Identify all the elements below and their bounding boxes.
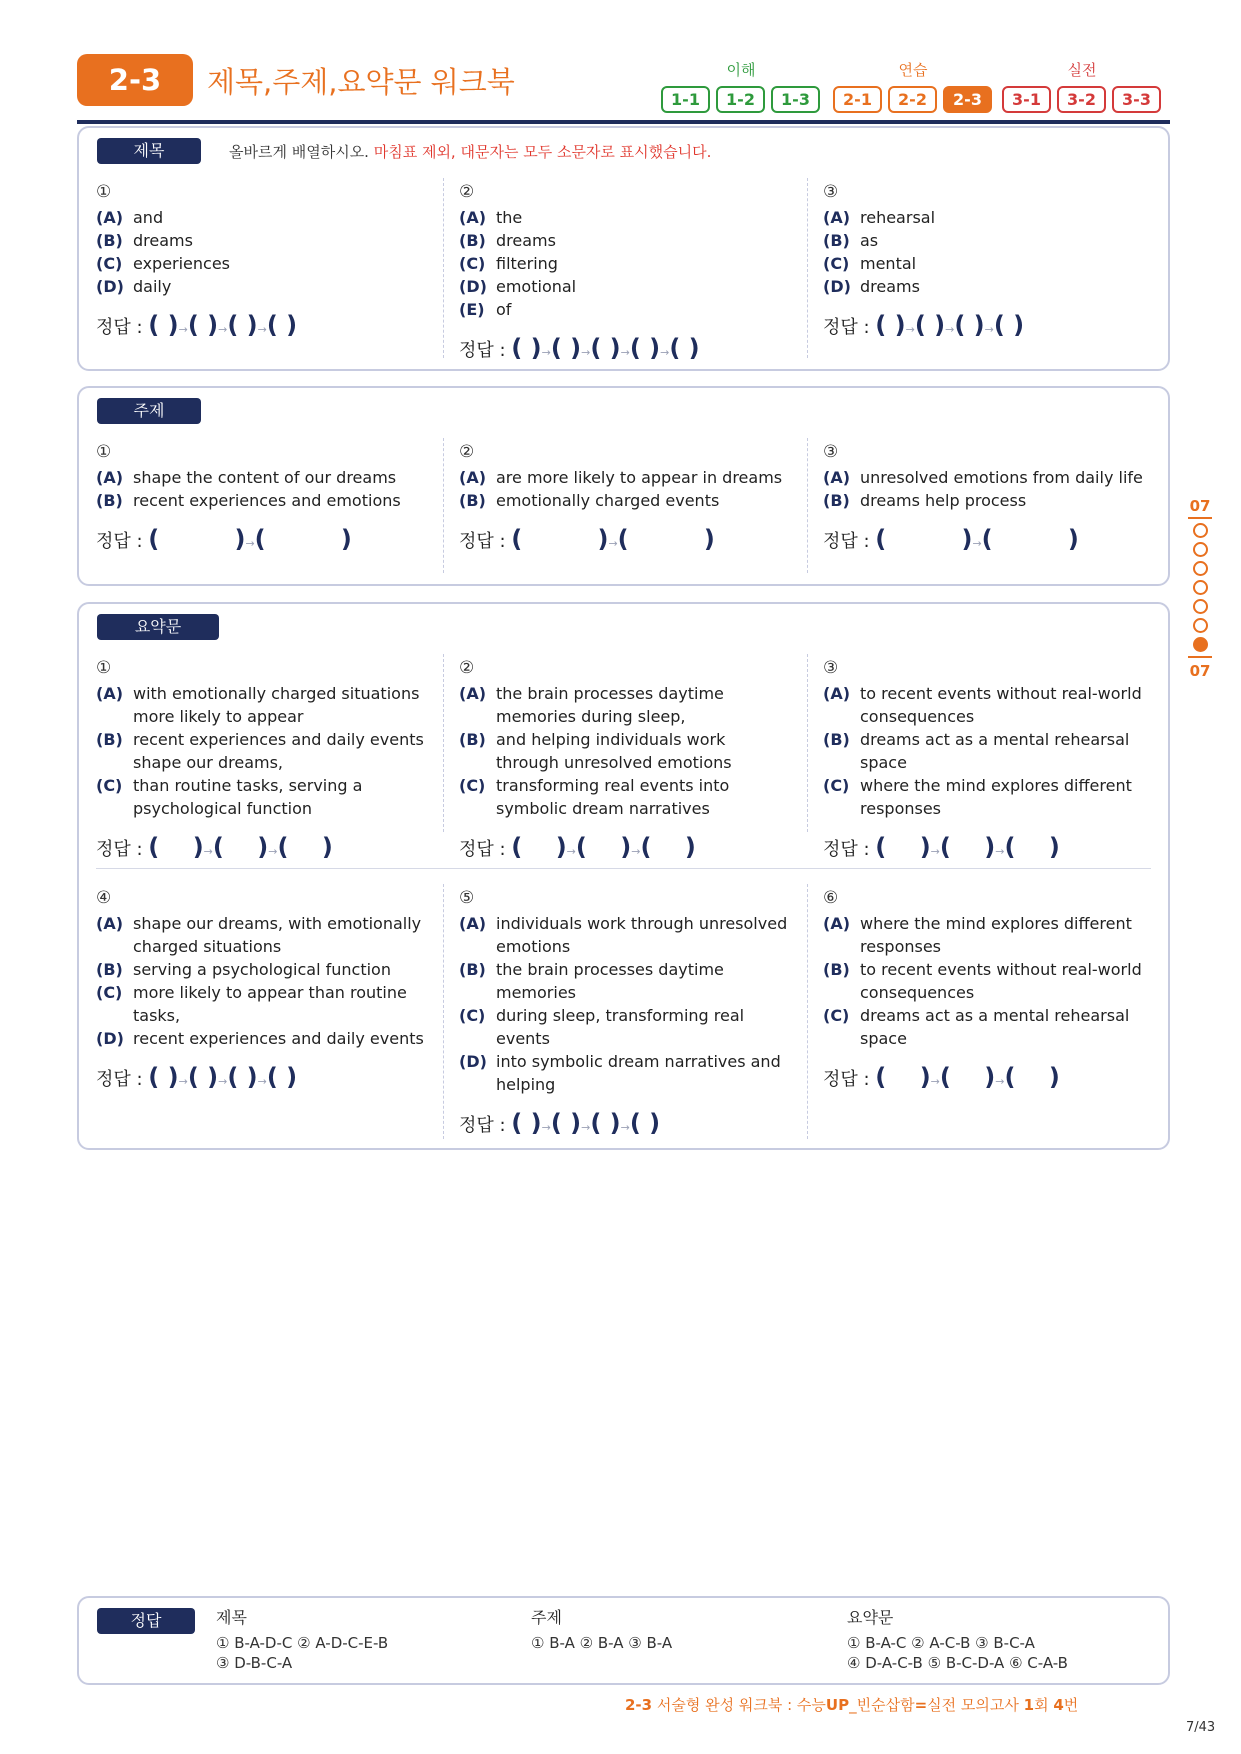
column-divider — [443, 178, 444, 358]
list-item: (A) with emotionally charged situations more likely to appear — [96, 684, 420, 726]
list-item: (C) during sleep, transforming real events — [459, 1006, 745, 1048]
pager-dot[interactable] — [1193, 561, 1208, 576]
summary-section — [77, 602, 1170, 1150]
list-item: (A) to recent events without real-world consequences — [823, 684, 1142, 726]
answer-blanks[interactable]: 정답 : ( )→( ) — [459, 525, 715, 553]
chip-1-2[interactable]: 1-2 — [716, 86, 765, 113]
list-item: (D) recent experiences and daily events — [96, 1029, 424, 1048]
topic-problem-3 — [823, 438, 1153, 554]
list-item: (A) the — [459, 208, 523, 227]
list-item: (B) and helping individuals work through unresolved emotions — [459, 730, 732, 772]
list-item: (B) emotionally charged events — [459, 491, 720, 510]
list-item: (B) to recent events without real-world consequences — [823, 960, 1142, 1002]
list-item: (A) rehearsal — [823, 208, 936, 227]
answer-blanks[interactable]: 정답 : ( )→( )→( ) — [459, 833, 696, 861]
topic-problem-2 — [459, 438, 789, 554]
topic-problem-1 — [96, 438, 426, 554]
summary-problem-1 — [96, 654, 426, 862]
list-item: (D) daily — [96, 277, 172, 296]
problem-number: ③ — [823, 442, 839, 462]
problem-number: ② — [459, 658, 475, 678]
answer-blanks[interactable]: 정답 : ( )→( )→( )→( ) — [459, 1109, 661, 1137]
problem-number: ① — [96, 442, 112, 462]
title-section — [77, 126, 1170, 371]
problem-number: ④ — [96, 888, 112, 908]
column-divider — [807, 438, 808, 573]
answer-key-summary: 요약문 ① B-A-C ② A-C-B ③ B-C-A ④ D-A-C-B ⑤ B-C-D-A ⑥ C-A-B — [847, 1608, 1068, 1672]
summary-problem-4 — [96, 884, 426, 1092]
list-item: (C) where the mind explores different responses — [823, 776, 1132, 818]
title-problem-3 — [823, 178, 1153, 340]
pager-dot[interactable] — [1193, 599, 1208, 614]
list-item: (A) unresolved emotions from daily life — [823, 468, 1143, 487]
answer-blanks[interactable]: 정답 : ( )→( )→( ) — [823, 1063, 1060, 1091]
instruction-note: 마침표 제외, 대문자는 모두 소문자로 표시했습니다. — [373, 143, 712, 161]
summary-problem-3 — [823, 654, 1153, 862]
column-divider — [807, 178, 808, 358]
section-label-topic: 주제 — [97, 398, 201, 424]
problem-number: ① — [96, 182, 112, 202]
instruction-text: 올바르게 배열하시오. — [229, 143, 374, 161]
group-label-real: 실전 — [1067, 61, 1097, 79]
list-item: (A) the brain processes daytime memories during sleep, — [459, 684, 724, 726]
answer-blanks[interactable]: 정답 : ( )→( )→( )→( )→( ) — [459, 334, 700, 362]
list-item: (B) as — [823, 231, 879, 250]
title-problem-1 — [96, 178, 426, 340]
chip-1-1[interactable]: 1-1 — [661, 86, 710, 113]
problem-number: ① — [96, 658, 112, 678]
pager-dot[interactable] — [1193, 618, 1208, 633]
chip-3-3[interactable]: 3-3 — [1112, 86, 1161, 113]
list-item: (B) dreams — [96, 231, 193, 250]
answer-blanks[interactable]: 정답 : ( )→( )→( )→( ) — [96, 311, 298, 339]
column-divider — [443, 438, 444, 573]
column-divider — [443, 654, 444, 832]
chip-3-1[interactable]: 3-1 — [1002, 86, 1051, 113]
page-title: 제목,주제,요약문 워크북 — [207, 65, 515, 99]
page-indicator-top: 07 — [1189, 497, 1211, 515]
answer-key-title: 제목 ① B-A-D-C ② A-D-C-E-B ③ D-B-C-A — [216, 1608, 389, 1672]
problem-number: ⑥ — [823, 888, 839, 908]
column-divider — [807, 654, 808, 832]
answer-blanks[interactable]: 정답 : ( )→( )→( )→( ) — [96, 1063, 298, 1091]
list-item: (D) into symbolic dream narratives and helping — [459, 1052, 781, 1094]
header-divider — [77, 120, 1170, 124]
list-item: (B) dreams help process — [823, 491, 1027, 510]
list-item: (B) dreams act as a mental rehearsal space — [823, 730, 1130, 772]
answer-blanks[interactable]: 정답 : ( )→( )→( ) — [823, 833, 1060, 861]
page-indicator-bottom: 07 — [1189, 662, 1211, 680]
answer-key-topic: 주제 ① B-A ② B-A ③ B-A — [531, 1608, 673, 1652]
list-item: (A) and — [96, 208, 164, 227]
list-item: (A) are more likely to appear in dreams — [459, 468, 783, 487]
list-item: (A) shape our dreams, with emotionally charged situations — [96, 914, 422, 956]
group-label-practice: 연습 — [898, 61, 928, 79]
footer-source: 2-3 서술형 완성 워크북 : 수능UP_빈순삽함=실전 모의고사 1회 4번 — [625, 1696, 1079, 1714]
answer-key-label: 정답 — [97, 1608, 195, 1634]
column-divider — [443, 884, 444, 1139]
list-item: (C) transforming real events into symbolic dream narratives — [459, 776, 730, 818]
problem-number: ⑤ — [459, 888, 475, 908]
pager-dot-current[interactable] — [1193, 637, 1208, 652]
answer-blanks[interactable]: 정답 : ( )→( )→( ) — [96, 833, 333, 861]
summary-problem-6 — [823, 884, 1153, 1092]
summary-problem-5 — [459, 884, 789, 1138]
list-item: (C) dreams act as a mental rehearsal space — [823, 1006, 1130, 1048]
column-divider — [807, 884, 808, 1139]
list-item: (B) the brain processes daytime memories — [459, 960, 724, 1002]
topic-section — [77, 386, 1170, 586]
problem-number: ③ — [823, 182, 839, 202]
chip-2-1[interactable]: 2-1 — [833, 86, 882, 113]
list-item: (D) dreams — [823, 277, 920, 296]
chip-3-2[interactable]: 3-2 — [1057, 86, 1106, 113]
list-item: (B) dreams — [459, 231, 556, 250]
list-item: (E) of — [459, 300, 512, 319]
section-label-title: 제목 — [97, 138, 201, 164]
list-item: (A) individuals work through unresolved emotions — [459, 914, 788, 956]
section-label-summary: 요약문 — [97, 614, 219, 640]
pager-dot[interactable] — [1193, 523, 1208, 538]
chip-2-2[interactable]: 2-2 — [888, 86, 937, 113]
chip-2-3[interactable]: 2-3 — [943, 86, 992, 113]
problem-number: ② — [459, 182, 475, 202]
summary-problem-2 — [459, 654, 789, 862]
instruction — [229, 141, 711, 162]
pager-dot[interactable] — [1193, 580, 1208, 595]
page-indicator — [1186, 497, 1214, 680]
list-item: (B) recent experiences and daily events shape our dreams, — [96, 730, 424, 772]
problem-number: ② — [459, 442, 475, 462]
list-item: (C) more likely to appear than routine tasks, — [96, 983, 407, 1025]
list-item: (D) emotional — [459, 277, 577, 296]
list-item: (A) where the mind explores different responses — [823, 914, 1132, 956]
list-item: (B) serving a psychological function — [96, 960, 391, 979]
row-divider — [96, 868, 1151, 869]
list-item: (C) filtering — [459, 254, 558, 273]
answer-blanks[interactable]: 정답 : ( )→( ) — [823, 525, 1079, 553]
list-item: (C) mental — [823, 254, 917, 273]
list-item: (C) experiences — [96, 254, 231, 273]
chip-1-3[interactable]: 1-3 — [771, 86, 820, 113]
page-number: 7/43 — [1186, 1720, 1216, 1735]
group-label-understand: 이해 — [726, 61, 756, 79]
list-item: (C) than routine tasks, serving a psychological function — [96, 776, 363, 818]
list-item: (A) shape the content of our dreams — [96, 468, 397, 487]
lesson-badge: 2-3 — [77, 54, 193, 106]
answer-blanks[interactable]: 정답 : ( )→( ) — [96, 525, 352, 553]
answer-blanks[interactable]: 정답 : ( )→( )→( )→( ) — [823, 311, 1025, 339]
problem-number: ③ — [823, 658, 839, 678]
list-item: (B) recent experiences and emotions — [96, 491, 401, 510]
pager-dot[interactable] — [1193, 542, 1208, 557]
answer-key — [77, 1596, 1170, 1685]
title-problem-2 — [459, 178, 789, 363]
